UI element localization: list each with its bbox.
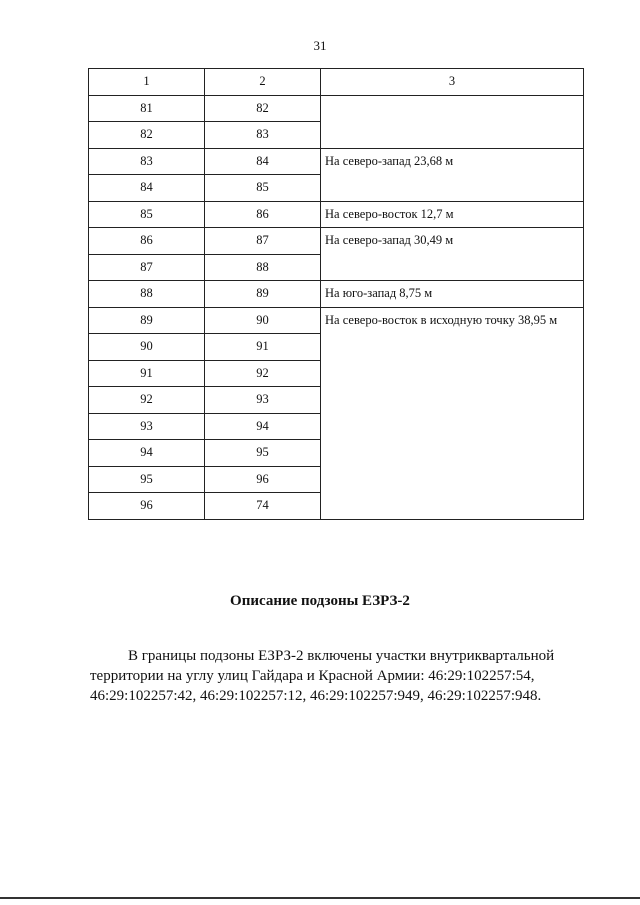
from-point: 82 <box>89 122 205 149</box>
paragraph-line: В границы подзоны ЕЗРЗ-2 включены участки внутриквартальной <box>128 648 555 664</box>
to-point: 96 <box>205 466 321 493</box>
to-point: 83 <box>205 122 321 149</box>
direction-cell: На юго-запад 8,75 м <box>321 281 584 308</box>
to-point: 86 <box>205 201 321 228</box>
header-cell-3: 3 <box>321 69 584 96</box>
from-point: 89 <box>89 307 205 334</box>
table-row <box>89 201 584 228</box>
table-row <box>89 307 584 334</box>
to-point: 90 <box>205 307 321 334</box>
paragraph-line: территории на углу улиц Гайдара и Красной Армии: 46:29:102257:54, <box>90 668 535 684</box>
to-point: 91 <box>205 334 321 361</box>
to-point: 74 <box>205 493 321 520</box>
from-point: 81 <box>89 95 205 122</box>
direction-cell <box>321 95 584 148</box>
table-row <box>89 281 584 308</box>
direction-cell: На северо-восток в исходную точку 38,95 м <box>321 307 584 519</box>
direction-cell: На северо-запад 30,49 м <box>321 228 584 281</box>
from-point: 91 <box>89 360 205 387</box>
from-point: 95 <box>89 466 205 493</box>
table-row <box>89 148 584 175</box>
from-point: 87 <box>89 254 205 281</box>
from-point: 85 <box>89 201 205 228</box>
to-point: 88 <box>205 254 321 281</box>
to-point: 93 <box>205 387 321 414</box>
from-point: 96 <box>89 493 205 520</box>
to-point: 85 <box>205 175 321 202</box>
to-point: 95 <box>205 440 321 467</box>
direction-cell: На северо-восток 12,7 м <box>321 201 584 228</box>
direction-cell: На северо-запад 23,68 м <box>321 148 584 201</box>
page-number: 31 <box>313 38 327 53</box>
from-point: 93 <box>89 413 205 440</box>
from-point: 88 <box>89 281 205 308</box>
table-row <box>89 95 584 122</box>
to-point: 92 <box>205 360 321 387</box>
to-point: 87 <box>205 228 321 255</box>
page-bottom-edge <box>0 897 640 899</box>
section-title: Описание подзоны ЕЗРЗ-2 <box>230 593 410 609</box>
header-cell-2: 2 <box>205 69 321 96</box>
to-point: 94 <box>205 413 321 440</box>
header-cell-1: 1 <box>89 69 205 96</box>
table-row <box>89 228 584 255</box>
section-paragraph <box>90 646 580 706</box>
from-point: 83 <box>89 148 205 175</box>
from-point: 84 <box>89 175 205 202</box>
to-point: 84 <box>205 148 321 175</box>
paragraph-line: 46:29:102257:42, 46:29:102257:12, 46:29:102257:949, 46:29:102257:948. <box>90 688 542 704</box>
from-point: 92 <box>89 387 205 414</box>
to-point: 89 <box>205 281 321 308</box>
from-point: 86 <box>89 228 205 255</box>
to-point: 82 <box>205 95 321 122</box>
from-point: 90 <box>89 334 205 361</box>
table-header-row <box>89 69 584 96</box>
from-point: 94 <box>89 440 205 467</box>
boundary-table <box>88 68 584 520</box>
